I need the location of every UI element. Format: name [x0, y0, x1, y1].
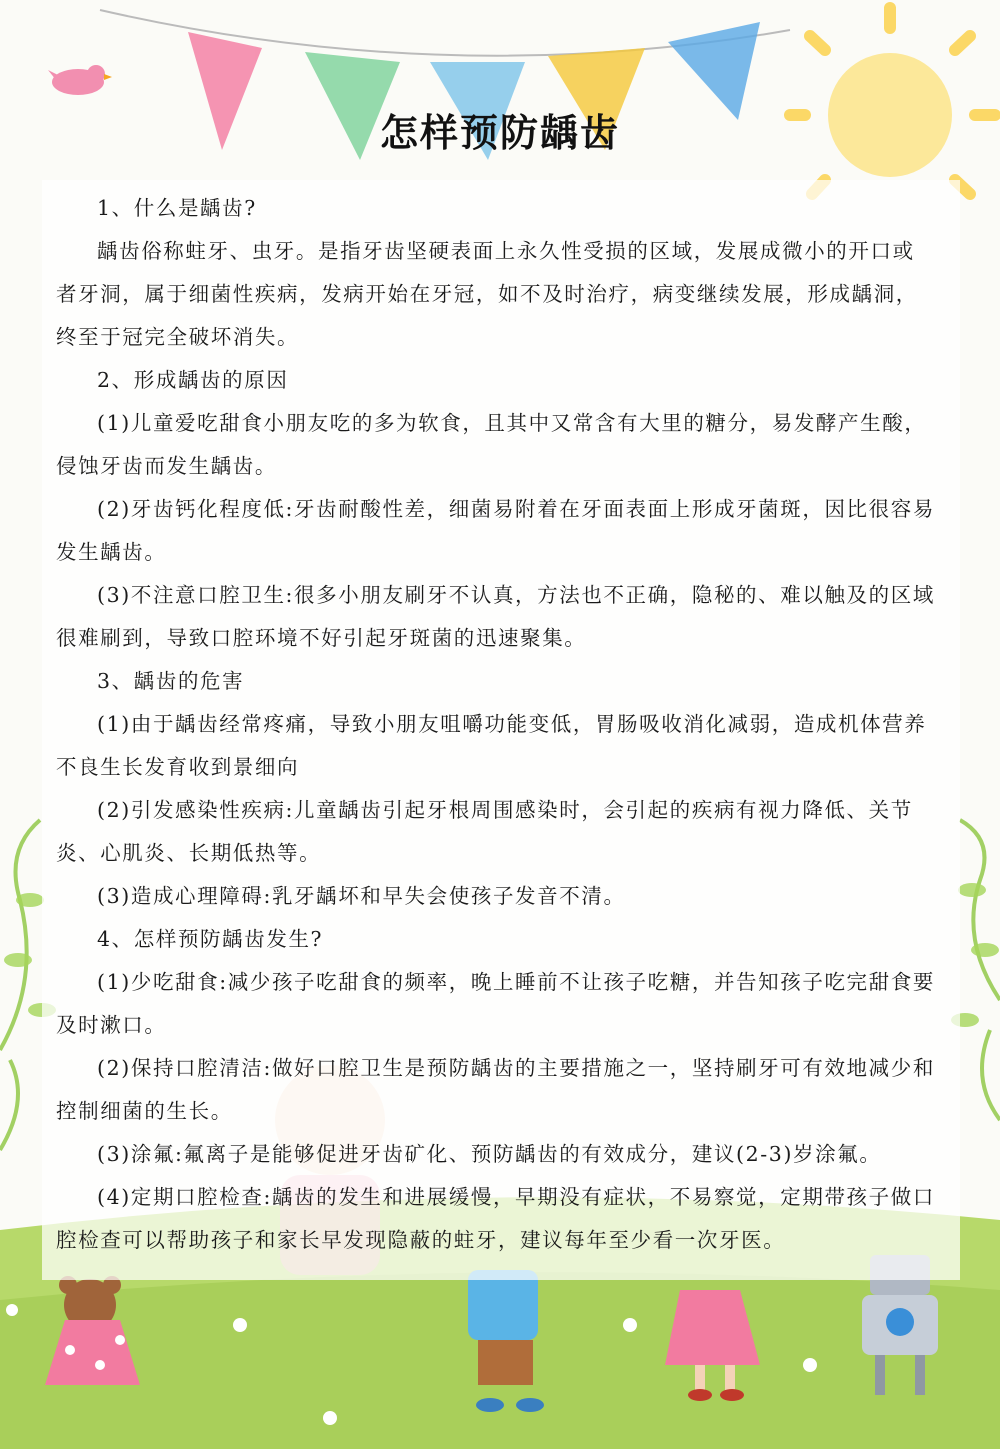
- vine-right: [960, 820, 1000, 1120]
- paragraph: (1)儿童爱吃甜食小朋友吃的多为软食，且其中又常含有大里的糖分，易发酵产生酸，侵蚀牙齿而发生龋齿。: [56, 411, 927, 478]
- paragraph: (3)造成心理障碍:乳牙龋坏和早失会使孩子发音不清。: [97, 884, 626, 908]
- section-heading: 2、形成龋齿的原因: [97, 368, 289, 392]
- sun-icon: [790, 8, 995, 194]
- article-body: [56, 187, 936, 1262]
- bird-icon: [48, 65, 112, 95]
- paragraph: 龋齿俗称蛀牙、虫牙。是指牙齿坚硬表面上永久性受损的区域，发展成微小的开口或者牙洞，属于细菌性疾病，发病开始在牙冠，如不及时治疗，病变继续发展，形成龋洞，终至于冠完全破坏消失。: [56, 239, 918, 349]
- section-heading: 1、什么是龋齿?: [97, 196, 257, 220]
- paragraph: (4)定期口腔检查:龋齿的发生和进展缓慢，早期没有症状，不易察觉，定期带孩子做口腔检查可以帮助孩子和家长早发现隐蔽的蛀牙，建议每年至少看一次牙医。: [56, 1185, 935, 1252]
- vine-left: [0, 820, 40, 1150]
- paragraph: (2)引发感染性疾病:儿童龋齿引起牙根周围感染时，会引起的疾病有视力降低、关节炎、心肌炎、长期低热等。: [56, 798, 913, 865]
- paragraph: (3)涂氟:氟离子是能够促进牙齿矿化、预防龋齿的有效成分，建议(2-3)岁涂氟。: [97, 1142, 882, 1166]
- section-heading: 4、怎样预防龋齿发生?: [97, 927, 324, 951]
- section-heading: 3、龋齿的危害: [97, 669, 245, 693]
- paragraph: (1)由于龋齿经常疼痛，导致小朋友咀嚼功能变低，胃肠吸收消化减弱，造成机体营养不良生长发育收到景细向: [56, 712, 927, 779]
- paragraph: (2)牙齿钙化程度低:牙齿耐酸性差，细菌易附着在牙面表面上形成牙菌斑，因比很容易发生龋齿。: [56, 497, 935, 564]
- paragraph: (3)不注意口腔卫生:很多小朋友刷牙不认真，方法也不正确，隐秘的、难以触及的区域很难刷到，导致口腔环境不好引起牙斑菌的迅速聚集。: [56, 583, 935, 650]
- page-title: 怎样预防龋齿: [379, 110, 620, 155]
- paragraph: (2)保持口腔清洁:做好口腔卫生是预防龋齿的主要措施之一，坚持刷牙可有效地减少和控制细菌的生长。: [56, 1056, 935, 1123]
- paragraph: (1)少吃甜食:减少孩子吃甜食的频率，晚上睡前不让孩子吃糖，并告知孩子吃完甜食要及时漱口。: [56, 970, 935, 1037]
